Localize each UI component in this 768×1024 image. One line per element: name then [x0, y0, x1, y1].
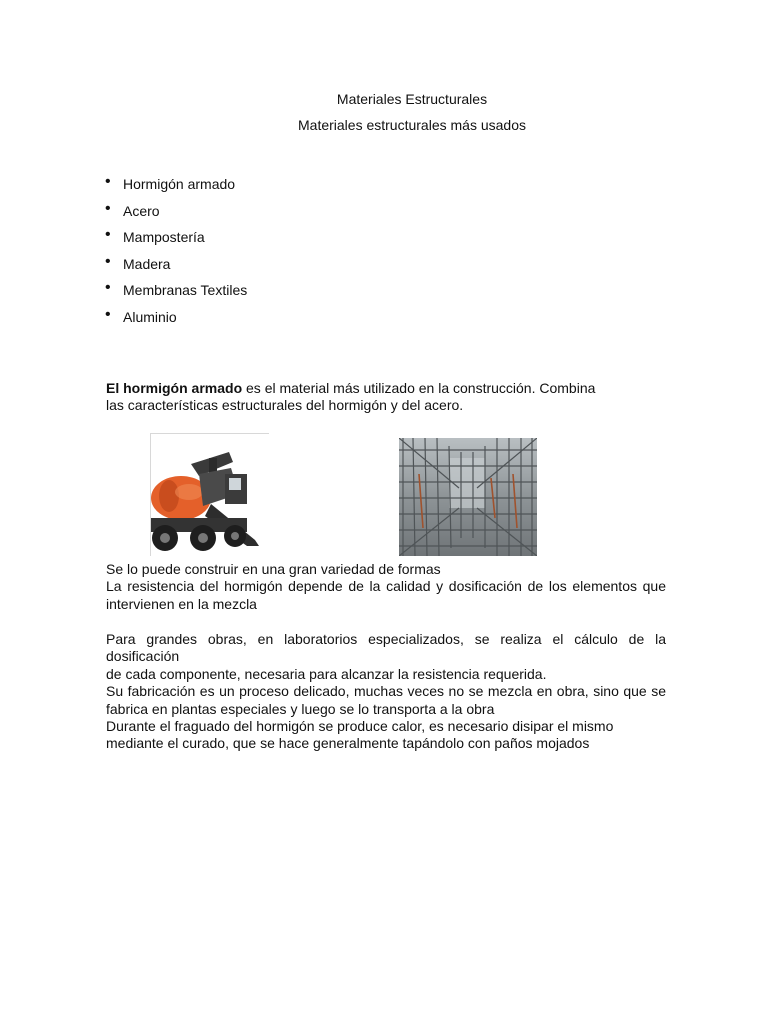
document-title: Materiales Estructurales	[336, 91, 488, 107]
bullet-icon: •	[105, 279, 111, 297]
forms-paragraph	[106, 561, 666, 613]
forms-line: Se lo puede construir en una gran variedad de formas	[106, 561, 441, 577]
fabrication-line-1: Su fabricación es un proceso delicado, muchas veces no se mezcla en obra, sino que se	[106, 683, 666, 700]
list-item	[105, 279, 248, 309]
list-item-label: Madera	[123, 255, 171, 272]
curing-line-1: Durante el fraguado del hormigón se produce calor, es necesario disipar el mismo	[106, 718, 614, 735]
list-item	[105, 305, 247, 336]
intro-paragraph	[106, 380, 666, 415]
list-item-label: Membranas Textiles	[123, 282, 248, 299]
fabrication-line-2: fabrica en plantas especiales y luego se lo transporta a la obra	[106, 700, 495, 717]
list-item-label: Mampostería	[123, 229, 205, 246]
dosage-paragraph	[106, 631, 666, 753]
intro-bold-term: El hormigón armado	[106, 380, 243, 396]
list-item	[105, 173, 247, 203]
list-item	[105, 226, 247, 256]
bullet-icon: •	[105, 252, 111, 270]
bullet-icon: •	[105, 305, 111, 323]
bullet-icon: •	[105, 226, 111, 244]
bullet-icon: •	[105, 173, 111, 190]
intro-text: es el material más utilizado en la construcción. Combina	[242, 380, 596, 396]
dosage-line-2: de cada componente, necesaria para alcanzar la resistencia requerida.	[106, 665, 547, 682]
intro-text-line2: las características estructurales del hormigón y del acero.	[106, 397, 464, 414]
dosage-line-1: Para grandes obras, en laboratorios especializados, se realiza el cálculo de la dosificación	[106, 631, 666, 665]
materials-list	[105, 173, 248, 336]
document-subtitle: Materiales estructurales más usados	[298, 117, 526, 133]
rebar-cage-image	[399, 438, 537, 556]
list-item-label: Acero	[123, 202, 160, 219]
list-item	[105, 199, 247, 230]
list-item	[105, 252, 247, 283]
concrete-mixer-truck-image	[150, 433, 269, 556]
resistance-line: La resistencia del hormigón depende de la calidad y dosificación de los elementos que intervienen en la mezcla	[106, 578, 666, 612]
curing-line-2: mediante el curado, que se hace generalmente tapándolo con paños mojados	[106, 735, 590, 752]
list-item-label: Hormigón armado	[123, 176, 236, 192]
list-item-label: Aluminio	[123, 308, 177, 325]
bullet-icon: •	[105, 199, 111, 217]
